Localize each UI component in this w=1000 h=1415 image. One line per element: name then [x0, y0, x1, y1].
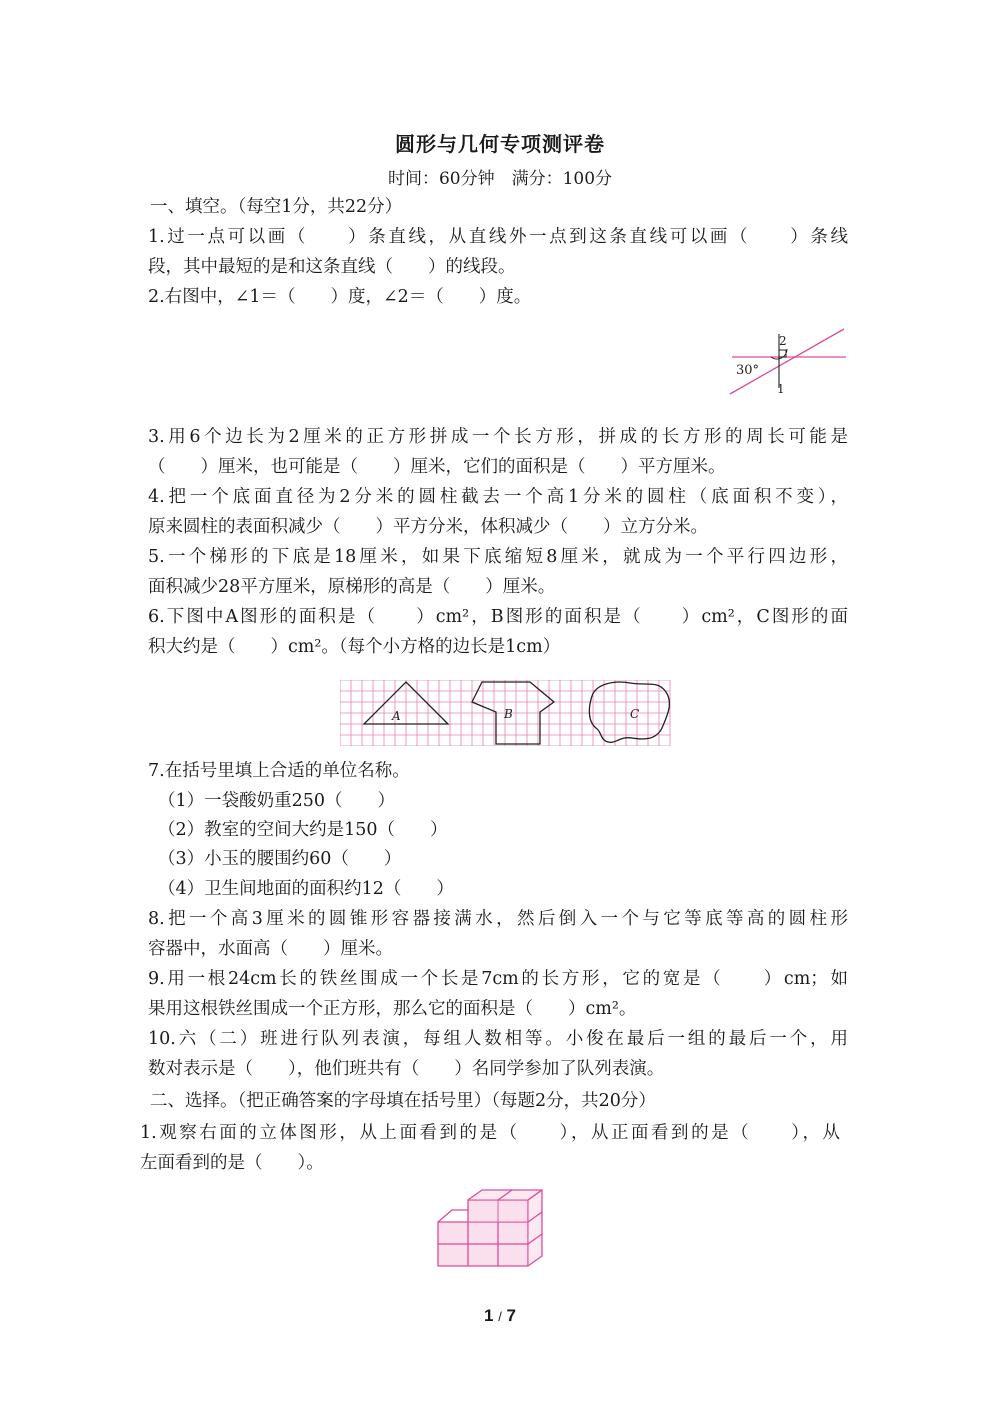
page-number — [0, 1306, 1000, 1326]
area-grid-figure — [340, 680, 674, 746]
q1-line-2: 段，其中最短的是和这条直线（ ）的线段。 — [148, 257, 516, 277]
q10-line-2: 数对表示是（ ），他们班共有（ ）名同学参加了队列表演。 — [148, 1059, 665, 1079]
slanted-line — [730, 329, 844, 394]
s2-q1-line-1: 1.观察右面的立体图形，从上面看到的是（ ），从正面看到的是（ ），从 — [140, 1123, 840, 1143]
q8-line-1: 8.把一个高3厘米的圆锥形容器接满水，然后倒入一个与它等底等高的圆柱形 — [148, 909, 848, 929]
angle-1-label: 1 — [777, 382, 785, 396]
q9-line-2: 果用这根铁丝围成一个正方形，那么它的面积是（ ）cm²。 — [148, 999, 637, 1019]
q7-item-3: （3）小玉的腰围约60（ ） — [158, 849, 402, 869]
q10-line-1: 10.六（二）班进行队列表演，每组人数相等。小俊在最后一组的最后一个，用 — [148, 1029, 848, 1049]
cube-low-top — [438, 1210, 468, 1222]
q4-line-2: 原来圆柱的表面积减少（ ）平方分米，体积减少（ ）立方分米。 — [148, 517, 708, 537]
q3-line-2: （ ）厘米，也可能是（ ）厘米，它们的面积是（ ）平方厘米。 — [148, 457, 726, 477]
shape-b-label: B — [504, 707, 513, 721]
s2-q1-line-2: 左面看到的是（ ）。 — [140, 1153, 324, 1173]
q7-stem: 7.在括号里填上合适的单位名称。 — [148, 761, 410, 781]
page-current: 1 — [483, 1306, 494, 1325]
angle-figure — [724, 326, 848, 396]
angle-30-label: 30° — [736, 363, 760, 378]
q7-item-4: （4）卫生间地面的面积约12（ ） — [158, 879, 454, 899]
q5-line-1: 5.一个梯形的下底是18厘米，如果下底缩短8厘米，就成为一个平行四边形， — [148, 547, 848, 567]
section-2-heading: 二、选择。（把正确答案的字母填在括号里）（每题2分，共20分） — [150, 1091, 656, 1111]
q3-line-1: 3.用6个边长为2厘米的正方形拼成一个长方形，拼成的长方形的周长可能是 — [148, 427, 848, 447]
exam-time-score: 时间：60分钟 满分：100分 — [387, 169, 613, 189]
page-title: 圆形与几何专项测评卷 — [395, 132, 605, 156]
cube-stack-figure — [432, 1186, 548, 1272]
angle-2-label: 2 — [779, 334, 787, 348]
q5-line-2: 面积减少28平方厘米，原梯形的高是（ ）厘米。 — [148, 577, 556, 597]
q8-line-2: 容器中，水面高（ ）厘米。 — [148, 939, 393, 959]
shape-c-label: C — [630, 707, 640, 721]
q1-line-1: 1.过一点可以画（ ）条直线，从直线外一点到这条直线可以画（ ）条线 — [148, 227, 848, 247]
cube-top-row-front — [468, 1200, 528, 1222]
shape-a-label: A — [392, 709, 401, 723]
q7-item-1: （1）一袋酸奶重250（ ） — [158, 791, 396, 811]
page-separator: / — [498, 1309, 502, 1324]
section-1-heading: 一、填空。（每空1分，共22分） — [150, 197, 403, 217]
q6-line-1: 6.下图中A图形的面积是（ ）cm²，B图形的面积是（ ）cm²，C图形的面 — [148, 607, 848, 627]
cube-side-face — [528, 1190, 542, 1266]
q2-text: 2.右图中，∠1＝（ ）度，∠2＝（ ）度。 — [148, 287, 532, 307]
page-total: 7 — [506, 1306, 517, 1325]
q7-item-2: （2）教室的空间大约是150（ ） — [158, 820, 448, 840]
q4-line-1: 4.把一个底面直径为2分米的圆柱截去一个高1分米的圆柱（底面积不变）， — [148, 487, 848, 507]
q6-line-2: 积大约是（ ）cm²。（每个小方格的边长是1cm） — [148, 637, 561, 657]
q9-line-1: 9.用一根24cm长的铁丝围成一个长是7cm的长方形，它的宽是（ ）cm；如 — [148, 969, 848, 989]
